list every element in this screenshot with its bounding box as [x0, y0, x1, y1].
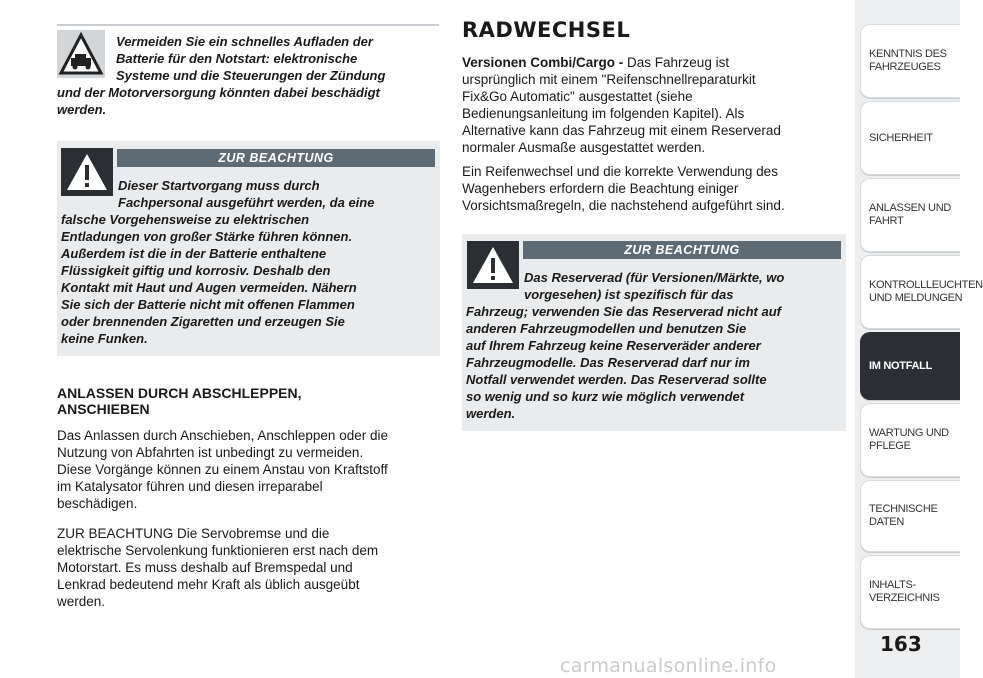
- warning-header-right: ZUR BEACHTUNG: [523, 241, 841, 259]
- tab-anlassen[interactable]: ANLASSEN UND FAHRT: [860, 178, 960, 252]
- tab-technische-daten[interactable]: TECHNISCHE DATEN: [860, 480, 960, 552]
- warning-text-left-b: falsche Vorgehensweise zu elektrischen Entladungen von großer Stärke führen können. Außerdem ist die in der Batterie enthaltene Flüssigkeit giftig und korrosiv. Deshalb den Kontakt mit Haut und Augen vermeiden. Nähern Sie sich der Batterie nicht mit offenen Flammen oder brennenden Zigaretten und erzeugen Sie keine Funken.: [61, 212, 357, 346]
- paragraph-servobremse: ZUR BEACHTUNG Die Servobremse und die elektrische Servolenkung funktionieren erst nach dem Motorstart. Es muss deshalb auf Bremspedal und Lenkrad bedeutend mehr Kraft als üblich ausgeübt werden.: [57, 526, 379, 609]
- page-number: 163: [880, 632, 922, 656]
- warning-header-left: ZUR BEACHTUNG: [117, 149, 435, 167]
- tab-sicherheit[interactable]: SICHERHEIT: [860, 101, 960, 175]
- warning-triangle-icon: [467, 241, 519, 289]
- car-battery-icon: [57, 30, 105, 78]
- tab-kenntnis[interactable]: KENNTNIS DES FAHRZEUGES: [860, 24, 960, 98]
- warning-text-right-b: Fahrzeug; verwenden Sie das Reserverad nicht auf anderen Fahrzeugmodellen und benutzen Sie auf Ihrem Fahrzeug keine Reserveräder anderer Fahrzeugmodelle. Das Reserverad darf nur im Notfall verwendet werden. Das Reserverad sollte so wenig und so kurz wie möglich verwendet werden.: [466, 304, 781, 421]
- watermark: carmanualsonline.info: [560, 655, 777, 677]
- warning-text-left-a: Dieser Startvorgang muss durch Fachpersonal ausgeführt werden, da eine: [118, 178, 375, 210]
- paragraph-anlassen: Das Anlassen durch Anschieben, Anschleppen oder die Nutzung von Abfahrten ist unbedingt zu vermeiden. Diese Vorgänge können zu einem Anstau von Kraftstoff im Katalysator führen und diesen irreparabel beschädigen.: [57, 428, 388, 511]
- tab-kontrollleuchten[interactable]: KONTROLLLEUCHTEN UND MELDUNGEN: [860, 255, 960, 329]
- warning-triangle-icon: [61, 148, 113, 196]
- tab-wartung[interactable]: WARTUNG UND PFLEGE: [860, 403, 960, 477]
- paragraph-reifenwechsel: Ein Reifenwechsel und die korrekte Verwendung des Wagenhebers erfordern die Beachtung einiger Vorsichtsmaßregeln, die nachstehend aufgeführt sind.: [462, 164, 785, 213]
- versionen-label: Versionen Combi/Cargo -: [462, 55, 624, 70]
- paragraph-versionen: Versionen Combi/Cargo - Das Fahrzeug ist ursprünglich mit einem "Reifenschnellreparaturkit Fix&Go Automatic" ausgestattet (siehe Bedienungsanleitung im folgenden Kapitel). Als Alternative kann das Fahrzeug mit einem Reserverad normaler Ausmaße ausgestattet werden.: [462, 55, 781, 155]
- battery-note: Vermeiden Sie ein schnelles Aufladen der Batterie für den Notstart: elektronische Systeme und die Steuerungen der Zündung: [116, 34, 386, 83]
- warning-text-right-a: Das Reserverad (für Versionen/Märkte, wo vorgesehen) ist spezifisch für das: [524, 270, 785, 302]
- section-title-anlassen: ANLASSEN DURCH ABSCHLEPPEN, ANSCHIEBEN: [57, 385, 302, 417]
- page-title: RADWECHSEL: [462, 18, 631, 42]
- tab-inhaltsverzeichnis[interactable]: INHALTS- VERZEICHNIS: [860, 555, 960, 629]
- tab-im-notfall[interactable]: IM NOTFALL: [860, 332, 960, 400]
- battery-note-cont: und der Motorversorgung könnten dabei beschädigt werden.: [57, 85, 380, 117]
- top-rule: [57, 24, 439, 26]
